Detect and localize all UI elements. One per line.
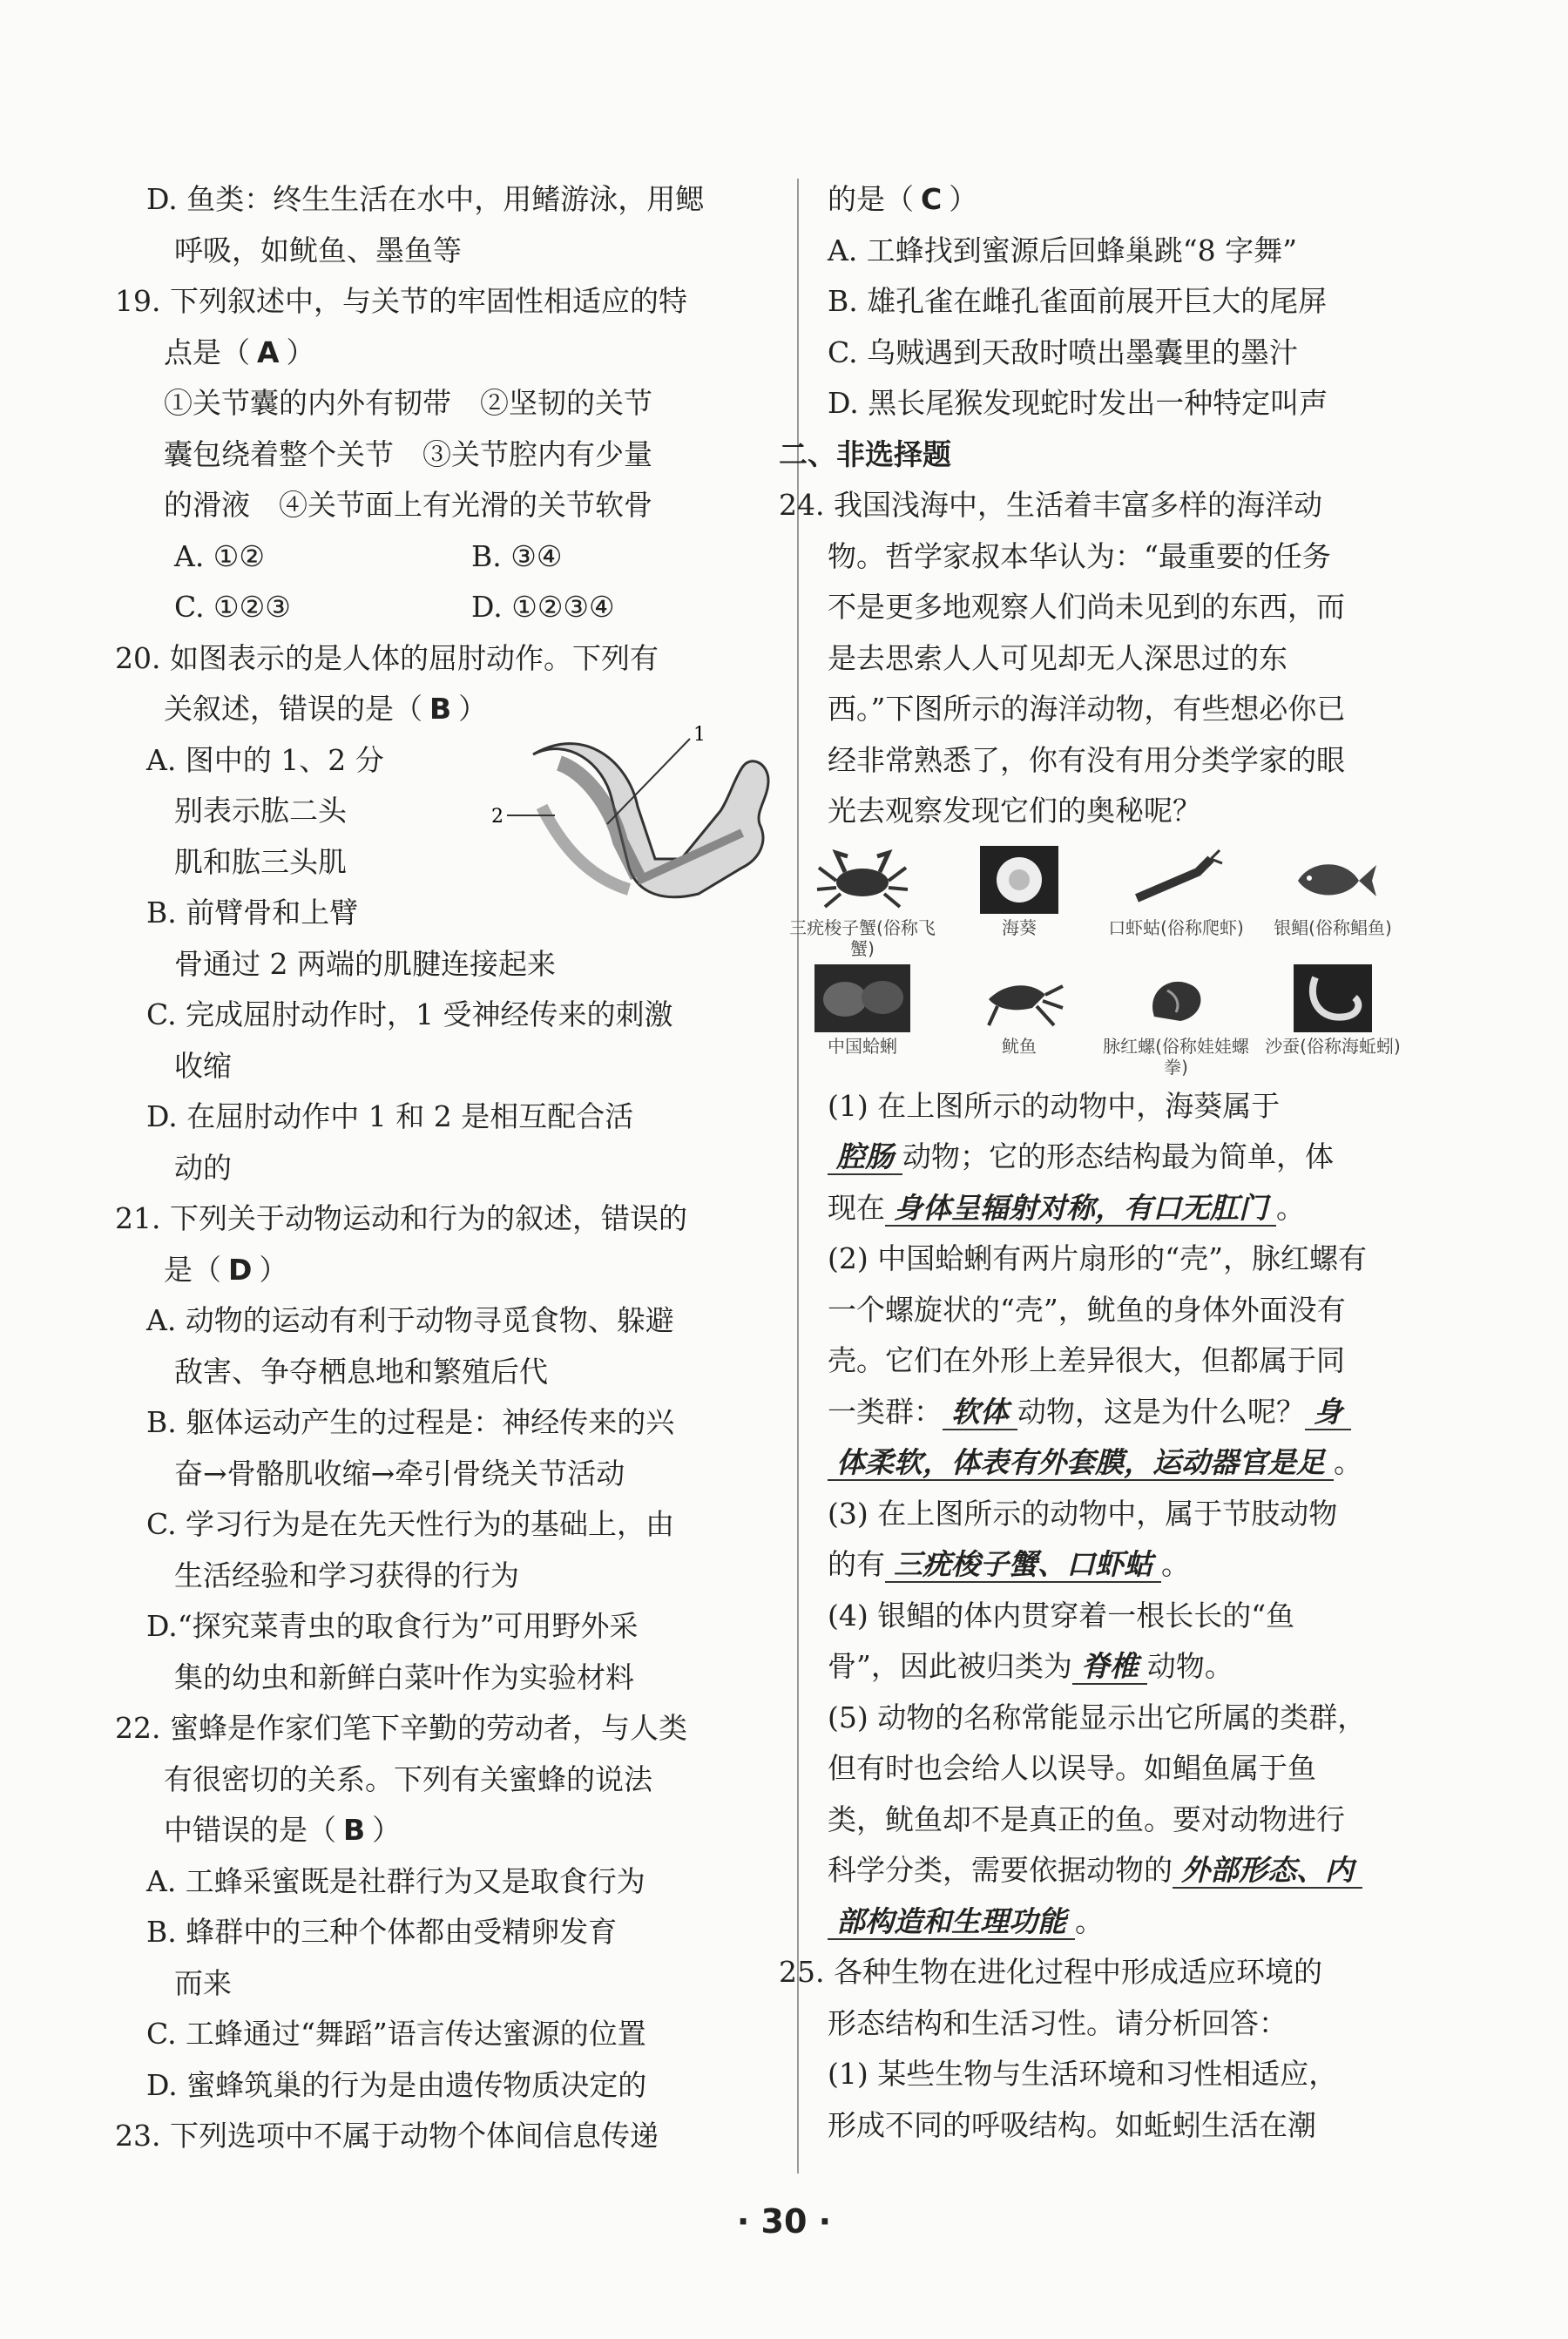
right-column xyxy=(779,174,1472,2151)
question-20 xyxy=(115,633,768,1194)
animal-clam: 中国蛤蜊 xyxy=(784,964,941,1078)
q20-option-c: C. 完成屈肘动作时，1 受神经传来的刺激 收缩 xyxy=(146,997,673,1083)
q24-part-1: (1) 在上图所示的动物中，海葵属于 腔肠 动物；它的形态结构最为简单，体 现在 身体呈辐射对称，有口无肛门 。 xyxy=(828,1088,1334,1225)
q24-1-answer-1: 腔肠 xyxy=(828,1139,902,1175)
q21-option-d: D.“探究菜青虫的取食行为”可用野外采 集的幼虫和新鲜白菜叶作为实验材料 xyxy=(146,1609,639,1694)
crab-icon xyxy=(814,846,910,914)
question-22 xyxy=(115,1703,768,2111)
q22-option-d: D. 蜜蜂筑巢的行为是由遗传物质决定的 xyxy=(146,2067,647,2102)
q24-part-5: (5) 动物的名称常能显示出它所属的类群， 但有时也会给人以误导。如鲳鱼属于鱼 类，鱿鱼却不是真正的鱼。要对动物进行 科学分类，需要依据动物的 外部形态、内 部构造和生理功能 。 xyxy=(828,1700,1367,1938)
q19-stem: 19. 下列叙述中，与关节的牢固性相适应的特 点是（ A ） xyxy=(115,284,687,369)
q24-5-answer-1: 外部形态、内 xyxy=(1173,1853,1362,1889)
q24-1-answer-2: 身体呈辐射对称，有口无肛门 xyxy=(885,1191,1276,1227)
animal-whelk: 脉红螺(俗称娃娃螺拳) xyxy=(1098,964,1254,1078)
q22-option-c: C. 工蜂通过“舞蹈”语言传达蜜源的位置 xyxy=(146,2017,646,2051)
q20-option-d: D. 在屈肘动作中 1 和 2 是相互配合活 动的 xyxy=(146,1099,634,1185)
q23-option-b: B. 雄孔雀在雌孔雀面前展开巨大的尾屏 xyxy=(828,284,1328,318)
q21-stem: 21. 下列关于动物运动和行为的叙述，错误的 是（ D ） xyxy=(115,1201,687,1287)
whelk-icon xyxy=(1128,964,1224,1032)
q23-answer: C xyxy=(921,182,943,216)
q23-option-d: D. 黑长尾猴发现蛇时发出一种特定叫声 xyxy=(828,386,1328,420)
q24-part-4: (4) 银鲳的体内贯穿着一根长长的“鱼 骨”，因此被归类为 脊椎 动物。 xyxy=(828,1598,1295,1683)
q18-option-d: D. 鱼类：终生生活在水中，用鳍游泳，用鳃 呼吸，如鱿鱼、墨鱼等 xyxy=(146,182,705,267)
q20-option-a: A. 图中的 1、2 分 别表示肱二头 肌和肱三头肌 xyxy=(146,742,384,879)
q23-option-a: A. 工蜂找到蜜源后回蜂巢跳“8 字舞” xyxy=(828,233,1298,267)
mantis-shrimp-icon xyxy=(1128,846,1224,914)
sea-anemone-icon xyxy=(980,846,1058,914)
question-21 xyxy=(115,1193,768,1703)
figure-label-1: 1 xyxy=(693,723,706,746)
q24-2-answer-2b: 体柔软，体表有外套膜，运动器官是足 xyxy=(828,1445,1334,1481)
q20-option-b: B. 前臂骨和上臂 骨通过 2 两端的肌腱连接起来 xyxy=(146,896,556,981)
q20-stem: 20. 如图表示的是人体的屈肘动作。下列有 关叙述，错误的是（ B ） xyxy=(115,640,659,726)
q24-part-3: (3) 在上图所示的动物中，属于节肢动物 的有 三疣梭子蟹、口虾蛄 。 xyxy=(828,1496,1338,1581)
q22-option-a: A. 工蜂采蜜既是社群行为又是取食行为 xyxy=(146,1863,645,1898)
left-column xyxy=(115,174,768,2162)
animal-mantis-shrimp: 口虾蛄(俗称爬虾) xyxy=(1098,846,1254,959)
sandworm-icon xyxy=(1294,964,1372,1032)
section-title: 二、非选择题 xyxy=(779,436,951,471)
q23-stem: 23. 下列选项中不属于动物个体间信息传递 xyxy=(115,2119,659,2153)
q21-option-b: B. 躯体运动产生的过程是：神经传来的兴 奋→骨骼肌收缩→牵引骨绕关节活动 xyxy=(146,1405,675,1491)
q21-option-a: A. 动物的运动有利于动物寻觅食物、躲避 敌害、争夺栖息地和繁殖后代 xyxy=(146,1303,674,1389)
q19-answer: A xyxy=(257,335,280,369)
q24-stem: 24. 我国浅海中，生活着丰富多样的海洋动 物。哲学家叔本华认为：“最重要的任务 不是更多地观察人们尚未见到的东西，而 是去思索人人可见却无人深思过的东 西。”下图所示的海洋动物，有些想必你已 经非常熟悉了，你有没有用分类学家的眼 光去观察发现它们的奥秘呢？ xyxy=(779,488,1346,828)
q24-part-2: (2) 中国蛤蜊有两片扇形的“壳”，脉红螺有 一个螺旋状的“壳”，鱿鱼的身体外面没有 壳。它们在外形上差异很大，但都属于同 一类群： 软体 动物，这是为什么呢？ 身 体柔软，体表有外套膜，运动器官是足 。 xyxy=(828,1241,1367,1479)
animal-squid: 鱿鱼 xyxy=(941,964,1098,1078)
q23-option-c: C. 乌贼遇到天敌时喷出墨囊里的墨汁 xyxy=(828,335,1299,369)
q19-statements: ①关节囊的内外有韧带 ②坚韧的关节 囊包绕着整个关节 ③关节腔内有少量 的滑液 ④关节面上有光滑的关节软骨 xyxy=(164,386,652,522)
clam-icon xyxy=(814,964,910,1032)
question-25: 25. 各种生物在进化过程中形成适应环境的 形态结构和生活习性。请分析回答： (1) 某些生物与生活环境和习性相适应， 形成不同的呼吸结构。如蚯蚓生活在潮 xyxy=(779,1955,1338,2142)
q20-answer: B xyxy=(429,692,452,726)
fish-icon xyxy=(1285,846,1381,914)
q24-5-answer-2: 部构造和生理功能 xyxy=(828,1904,1075,1940)
q21-option-c: C. 学习行为是在先天性行为的基础上，由 生活经验和学习获得的行为 xyxy=(146,1507,675,1592)
elbow-flexion-figure xyxy=(491,723,794,937)
q19-options-row1: A. ①② B. ③④ xyxy=(174,538,563,573)
animal-pomfret: 银鲳(俗称鲳鱼) xyxy=(1254,846,1411,959)
q23-stem-cont: 的是（ C ） xyxy=(828,182,978,216)
q24-2-answer-2a: 身 xyxy=(1305,1395,1351,1430)
squid-icon xyxy=(971,964,1067,1032)
animal-sandworm: 沙蚕(俗称海蚯蚓) xyxy=(1254,964,1411,1078)
q19-options-row2: C. ①②③ D. ①②③④ xyxy=(174,590,615,624)
q22-stem: 22. 蜜蜂是作家们笔下辛勤的劳动者，与人类 有很密切的关系。下列有关蜜蜂的说法 中错误的是（ B ） xyxy=(115,1711,687,1847)
question-19 xyxy=(115,276,768,633)
animal-sea-anemone: 海葵 xyxy=(941,846,1098,959)
q24-3-answer: 三疣梭子蟹、口虾蛄 xyxy=(885,1547,1161,1583)
q22-option-b: B. 蜂群中的三种个体都由受精卵发育 而来 xyxy=(146,1915,618,2000)
q24-2-answer-1: 软体 xyxy=(943,1395,1017,1430)
figure-label-2: 2 xyxy=(491,805,504,828)
animal-crab: 三疣梭子蟹(俗称飞蟹) xyxy=(784,846,941,959)
q21-answer: D xyxy=(228,1252,253,1287)
marine-animals-figure xyxy=(758,837,1472,1081)
page-number: · 30 · xyxy=(736,2202,832,2241)
q22-answer: B xyxy=(343,1813,366,1847)
q24-4-answer: 脊椎 xyxy=(1072,1649,1147,1685)
